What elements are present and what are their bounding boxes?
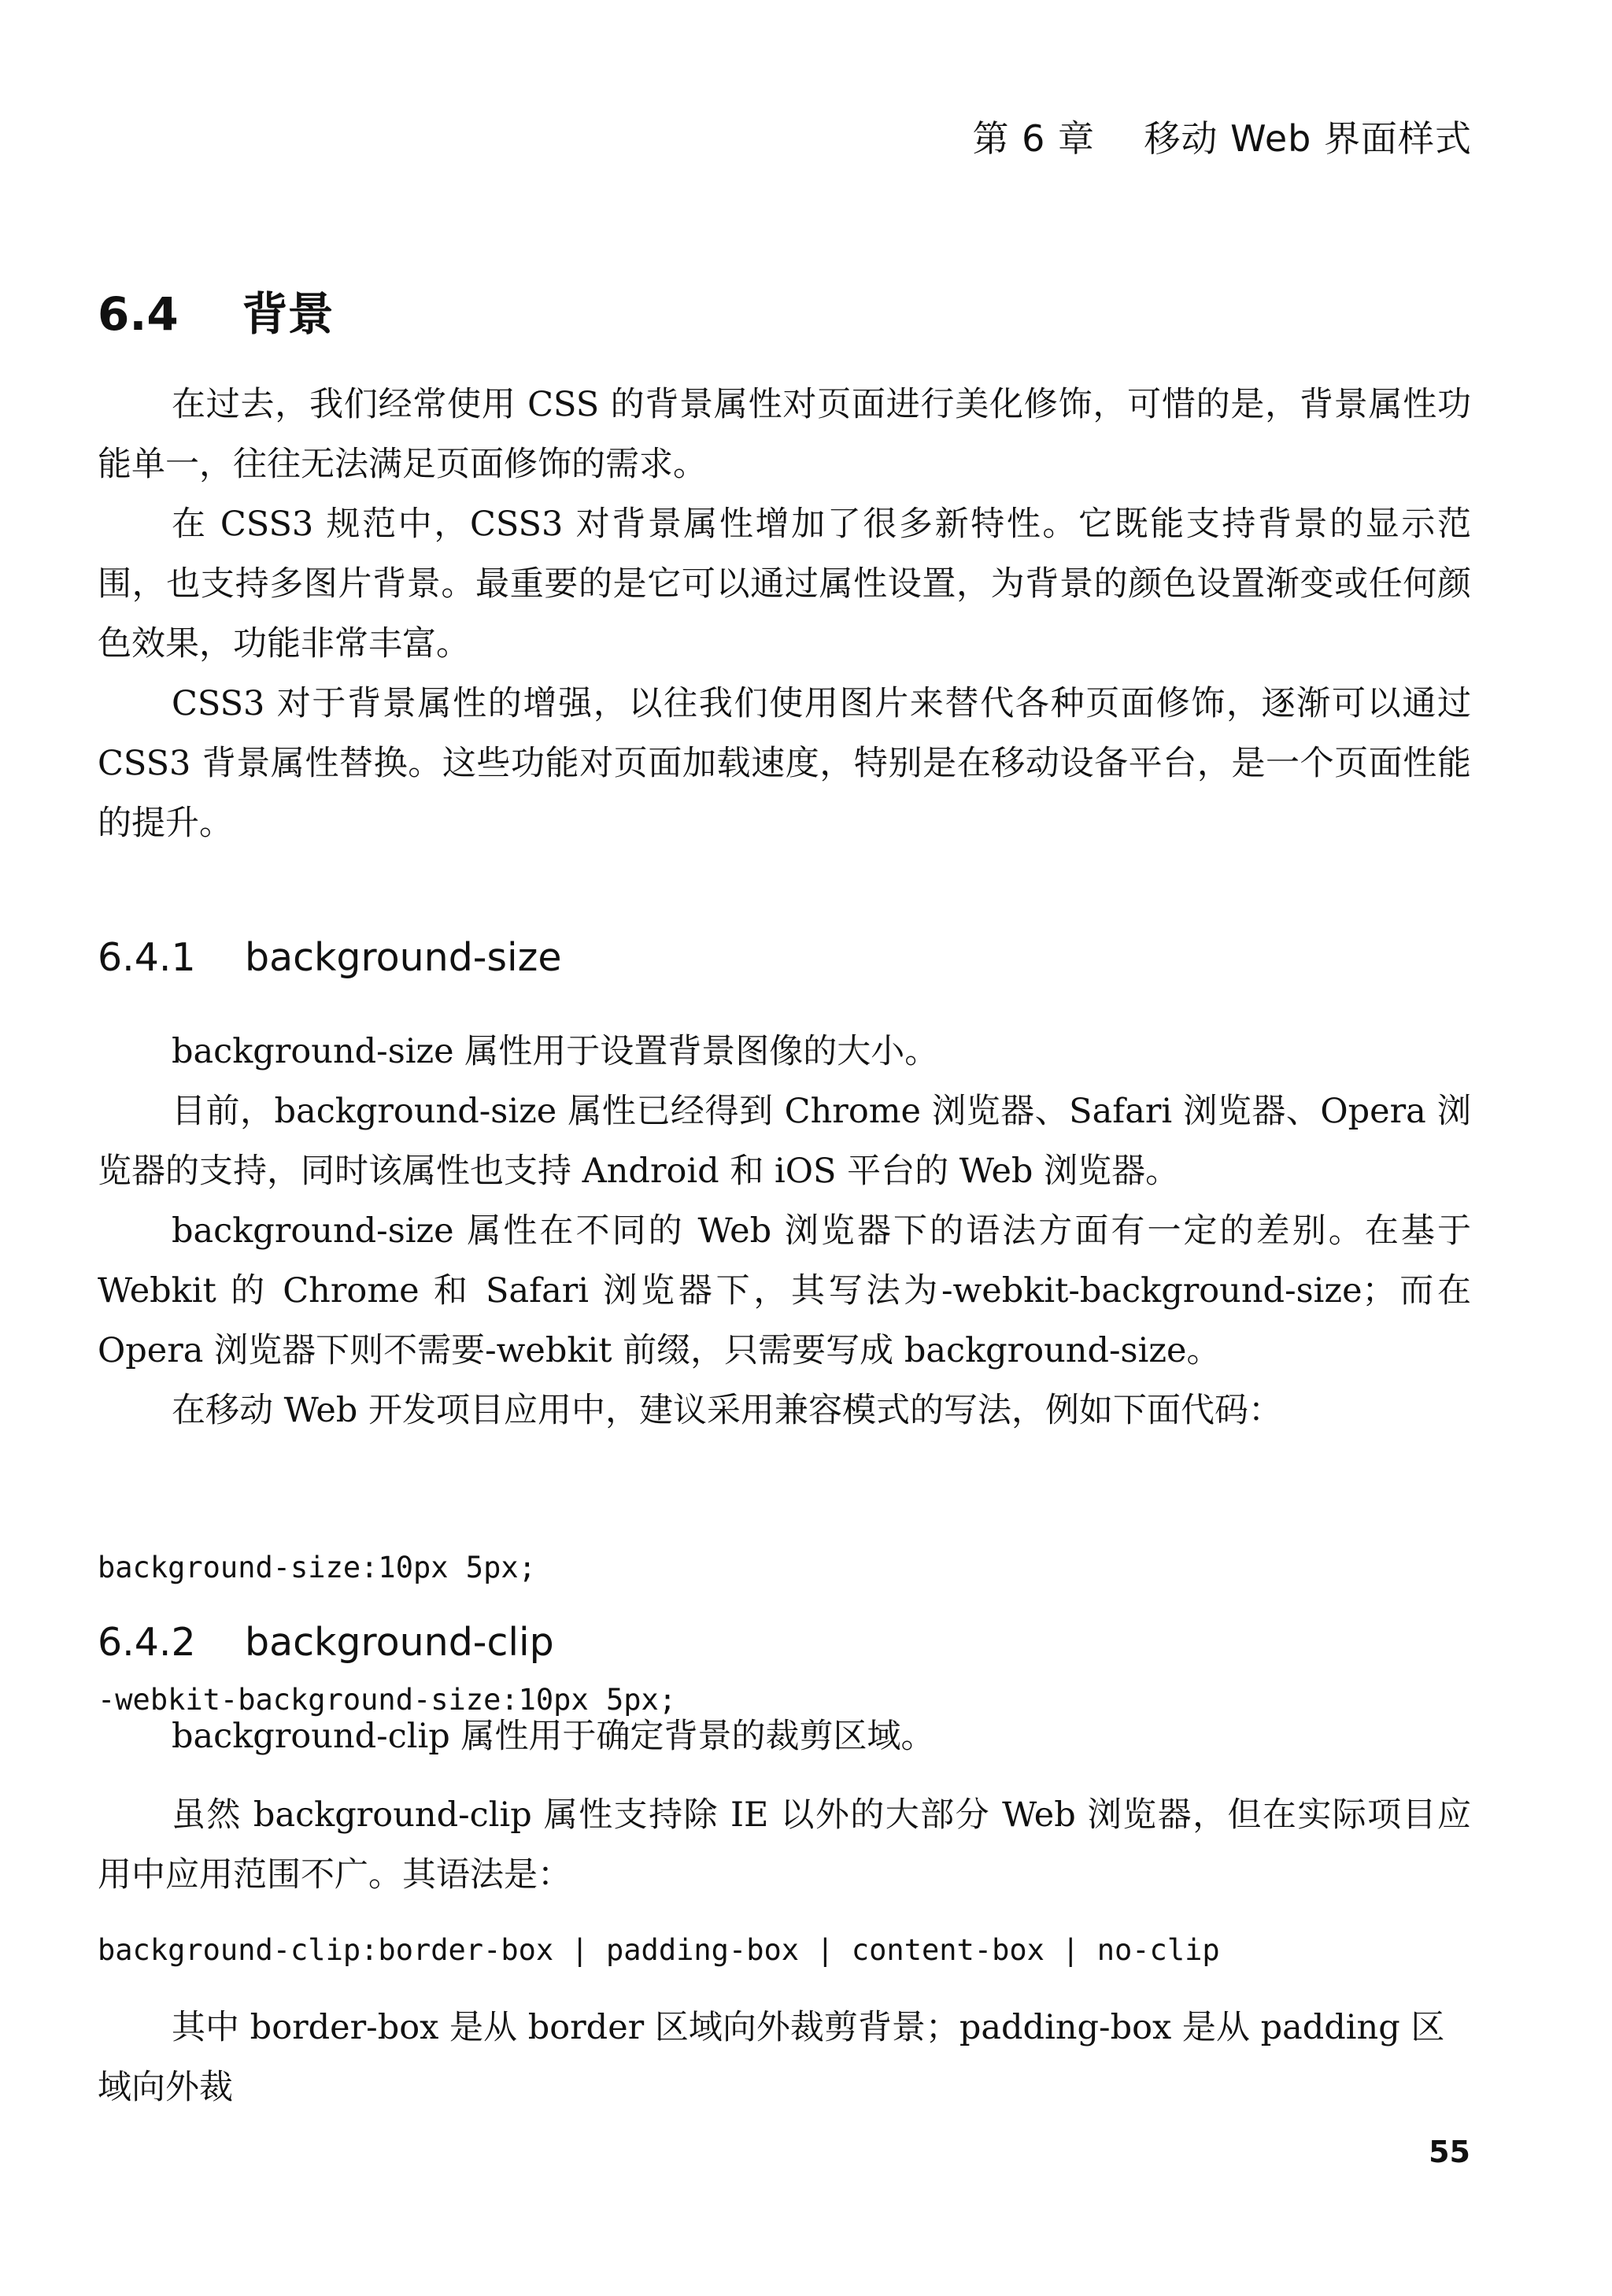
subsection-heading-1: 6.4.1 background-size <box>98 935 562 980</box>
section-paragraph-1: 在过去，我们经常使用 CSS 的背景属性对页面进行美化修饰，可惜的是，背景属性功能单一，往往无法满足页面修饰的需求。 <box>98 385 1471 484</box>
subsection-2-paragraph-2: 虽然 background-clip 属性支持除 IE 以外的大部分 Web 浏览器，但在实际项目应用中应用范围不广。其语法是： <box>98 1795 1471 1895</box>
subsection-2-paragraph-1: background-clip 属性用于确定背景的裁剪区域。 <box>172 1717 935 1756</box>
subsection-heading-2: 6.4.2 background-clip <box>98 1620 554 1665</box>
section-paragraph-3: CSS3 对于背景属性的增强，以往我们使用图片来替代各种页面修饰，逐渐可以通过 CSS3 背景属性替换。这些功能对页面加载速度，特别是在移动设备平台，是一个页面性能的提升。 <box>98 684 1471 843</box>
subsection-1-paragraph-3: background-size 属性在不同的 Web 浏览器下的语法方面有一定的差别。在基于 Webkit 的 Chrome 和 Safari 浏览器下，其写法为-webkit-background-size；而在 Opera 浏览器下则不需要-webkit 前缀，只需要写成 background-size。 <box>98 1211 1471 1370</box>
subsection-1-paragraph-1: background-size 属性用于设置背景图像的大小。 <box>172 1032 939 1071</box>
section-paragraph-2: 在 CSS3 规范中，CSS3 对背景属性增加了很多新特性。它既能支持背景的显示范围，也支持多图片背景。最重要的是它可以通过属性设置，为背景的颜色设置渐变或任何颜色效果，功能非常丰富。 <box>98 505 1471 664</box>
subsection-1-paragraph-2: 目前，background-size 属性已经得到 Chrome 浏览器、Safari 浏览器、Opera 浏览器的支持，同时该属性也支持 Android 和 iOS 平台的 Web 浏览器。 <box>98 1092 1471 1191</box>
page-number: 55 <box>1429 2135 1470 2169</box>
code-line-1: background-size:10px 5px; <box>98 1551 536 1584</box>
subsection-1-paragraph-4: 在移动 Web 开发项目应用中，建议采用兼容模式的写法，例如下面代码： <box>172 1391 1283 1430</box>
code-line-2: -webkit-background-size:10px 5px; <box>98 1683 677 1717</box>
running-head: 第 6 章 移动 Web 界面样式 <box>972 117 1472 160</box>
code-block-2: background-clip:border-box | padding-box | content-box | no-clip <box>98 1933 1220 1967</box>
section-heading: 6.4 背景 <box>98 287 334 341</box>
subsection-2-paragraph-3: 其中 border-box 是从 border 区域向外裁剪背景；padding-box 是从 padding 区域向外裁 <box>98 2008 1445 2107</box>
